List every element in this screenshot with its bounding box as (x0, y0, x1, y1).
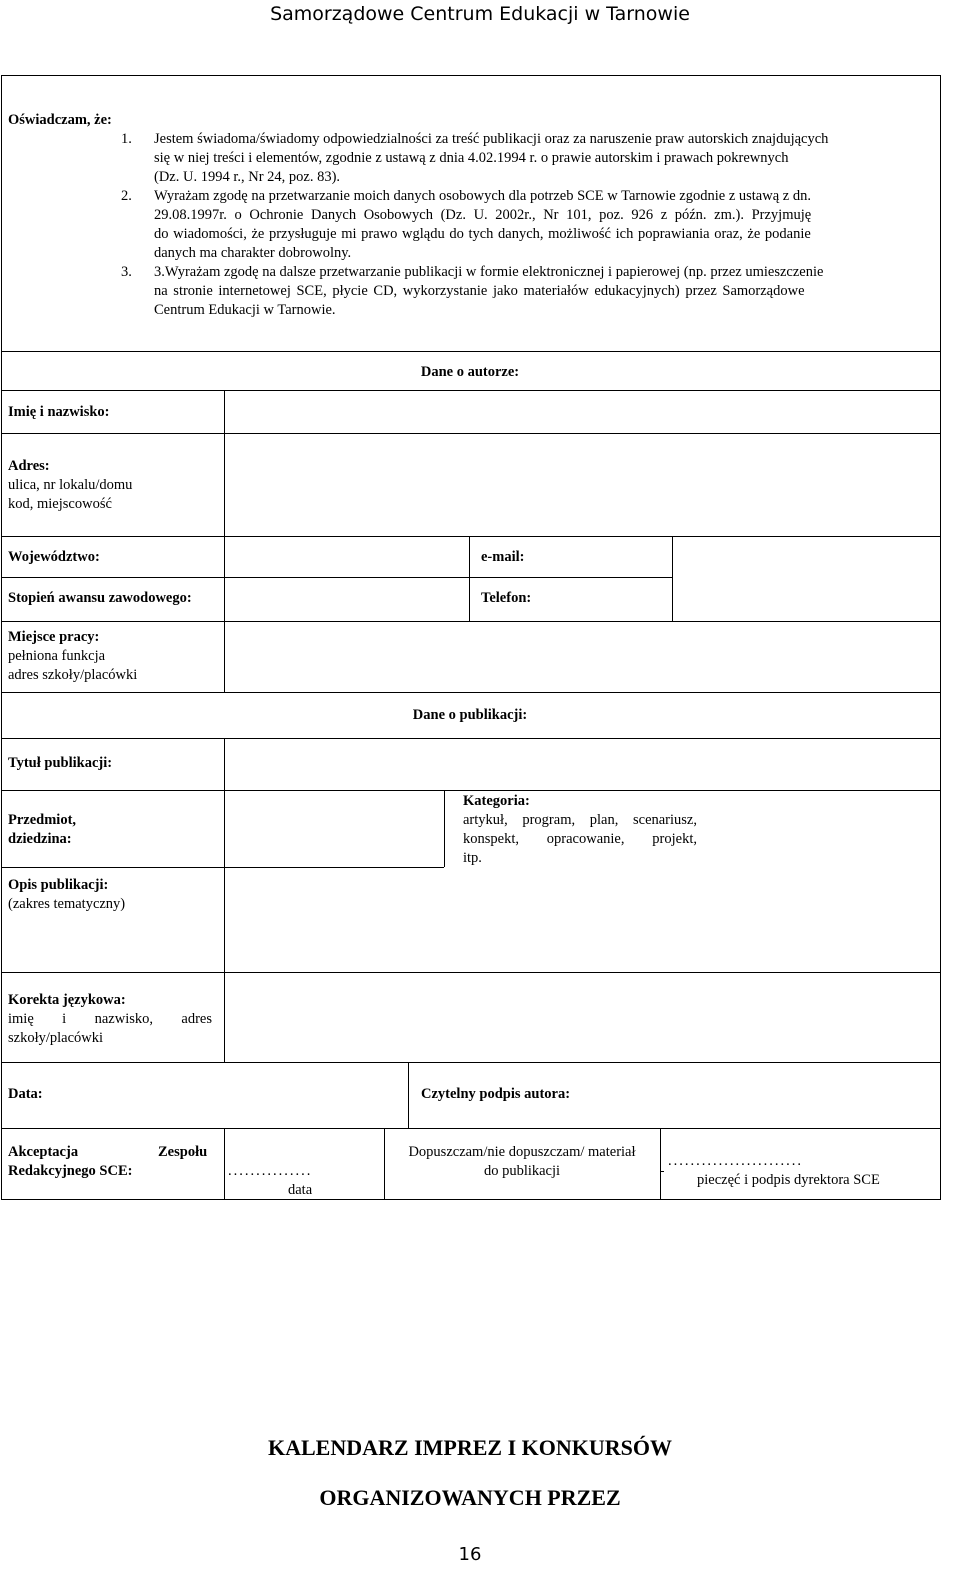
publication-section-title: Dane o publikacji: (412, 707, 528, 723)
category-label: Kategoria: (463, 793, 530, 809)
pub-title-label: Tytuł publikacji: (8, 755, 113, 771)
item3-line3: Centrum Edukacji w Tarnowie. (154, 302, 336, 318)
phone-label: Telefon: (481, 590, 532, 606)
proofreading-hint-line1: imię i nazwisko, adres (8, 1011, 212, 1027)
subject-label-line2: dziedzina: (8, 831, 72, 847)
acceptance-date-dots: ............... (228, 1163, 313, 1179)
item3-line1: 3.Wyrażam zgodę na dalsze przetwarzanie publikacji w formie elektronicznej i papierowej (np. przez umieszczenie (154, 264, 824, 280)
item1-line1: Jestem świadoma/świadomy odpowiedzialności za treść publikacji oraz za naruszenie praw autorskich znajdujących (154, 131, 829, 147)
description-hint: (zakres tematyczny) (8, 896, 126, 912)
item2-line4: danych ma charakter dobrowolny. (154, 245, 352, 261)
page-number: 16 (458, 1544, 482, 1565)
declaration-heading: Oświadczam, że: (8, 112, 112, 128)
rank-label: Stopień awansu zawodowego: (8, 590, 192, 606)
calendar-heading: KALENDARZ IMPREZ I KONKURSÓW (268, 1435, 672, 1460)
date-field[interactable] (120, 1064, 406, 1126)
acceptance-label-line2: Redakcyjnego SCE: (8, 1163, 133, 1179)
item1-line2: się w niej treści i elementów, zgodnie z ustawą z dnia 4.02.1994 r. o prawie autorskim i prawach pokrewnych (154, 150, 789, 166)
pub-title-field[interactable] (226, 740, 938, 788)
date-label: Data: (8, 1086, 43, 1102)
rank-field[interactable] (226, 579, 468, 619)
item2-line3: do wiadomości, że przysługuje mi prawo wglądu do tych danych, możliwość ich poprawiania oraz, że podanie (154, 226, 811, 242)
description-label: Opis publikacji: (8, 877, 109, 893)
workplace-field[interactable] (226, 623, 938, 690)
workplace-hint-address: adres szkoły/placówki (8, 667, 138, 683)
name-label: Imię i nazwisko: (8, 404, 110, 420)
signature-field[interactable] (600, 1064, 938, 1126)
description-field[interactable] (226, 869, 938, 970)
address-hint-city: kod, miejscowość (8, 496, 112, 512)
page-header: Samorządowe Centrum Edukacji w Tarnowie (270, 3, 690, 25)
address-hint-street: ulica, nr lokalu/domu (8, 477, 133, 493)
category-options-line1: artykuł, program, plan, scenariusz, (463, 812, 697, 828)
acceptance-label-line1a: Akceptacja (8, 1144, 79, 1160)
item1-line3: (Dz. U. 1994 r., Nr 24, poz. 83). (154, 169, 341, 185)
organizers-heading: ORGANIZOWANYCH PRZEZ (319, 1485, 621, 1510)
item2-number: 2. (121, 188, 132, 204)
item3-line2: na stronie internetowej SCE, płycie CD, wykorzystanie jako materiałów edukacyjnych) przez Samorządowe (154, 283, 805, 299)
workplace-hint-function: pełniona funkcja (8, 648, 106, 664)
workplace-label: Miejsce pracy: (8, 629, 100, 645)
item1-number: 1. (121, 131, 132, 147)
proofreading-label: Korekta językowa: (8, 992, 126, 1008)
director-signature-caption: pieczęć i podpis dyrektora SCE (697, 1172, 880, 1188)
address-label: Adres: (8, 458, 50, 474)
proofreading-field[interactable] (226, 974, 938, 1060)
email-field[interactable] (674, 538, 938, 576)
phone-field[interactable] (674, 579, 938, 619)
category-options-line2: konspekt, opracowanie, projekt, (463, 831, 697, 847)
item3-number: 3. (121, 264, 132, 280)
category-options-line3: itp. (463, 850, 482, 866)
address-field[interactable] (226, 435, 938, 534)
item2-line2: 29.08.1997r. o Ochronie Danych Osobowych (Dz. U. 2002r., Nr 101, poz. 926 z późn. zm.). Przyjmuję (154, 207, 812, 223)
admission-text-line1: Dopuszczam/nie dopuszczam/ materiał (408, 1144, 636, 1160)
signature-label: Czytelny podpis autora: (421, 1086, 571, 1102)
admission-text-line2: do publikacji (483, 1163, 561, 1179)
voivodeship-label: Województwo: (8, 549, 100, 565)
acceptance-date-caption: data (288, 1182, 313, 1198)
name-field[interactable] (226, 392, 938, 431)
voivodeship-field[interactable] (226, 538, 468, 576)
director-signature-dots: ........................ (668, 1153, 803, 1169)
subject-field[interactable] (226, 792, 442, 865)
email-label: e-mail: (481, 549, 525, 565)
item2-line1: Wyrażam zgodę na przetwarzanie moich danych osobowych dla potrzeb SCE w Tarnowie zgodnie z ustawą z dn. (154, 188, 811, 204)
proofreading-hint-line2: szkoły/placówki (8, 1030, 104, 1046)
acceptance-label-line1b: Zespołu (158, 1144, 208, 1160)
author-section-title: Dane o autorze: (420, 364, 520, 380)
subject-label-line1: Przedmiot, (8, 812, 77, 828)
